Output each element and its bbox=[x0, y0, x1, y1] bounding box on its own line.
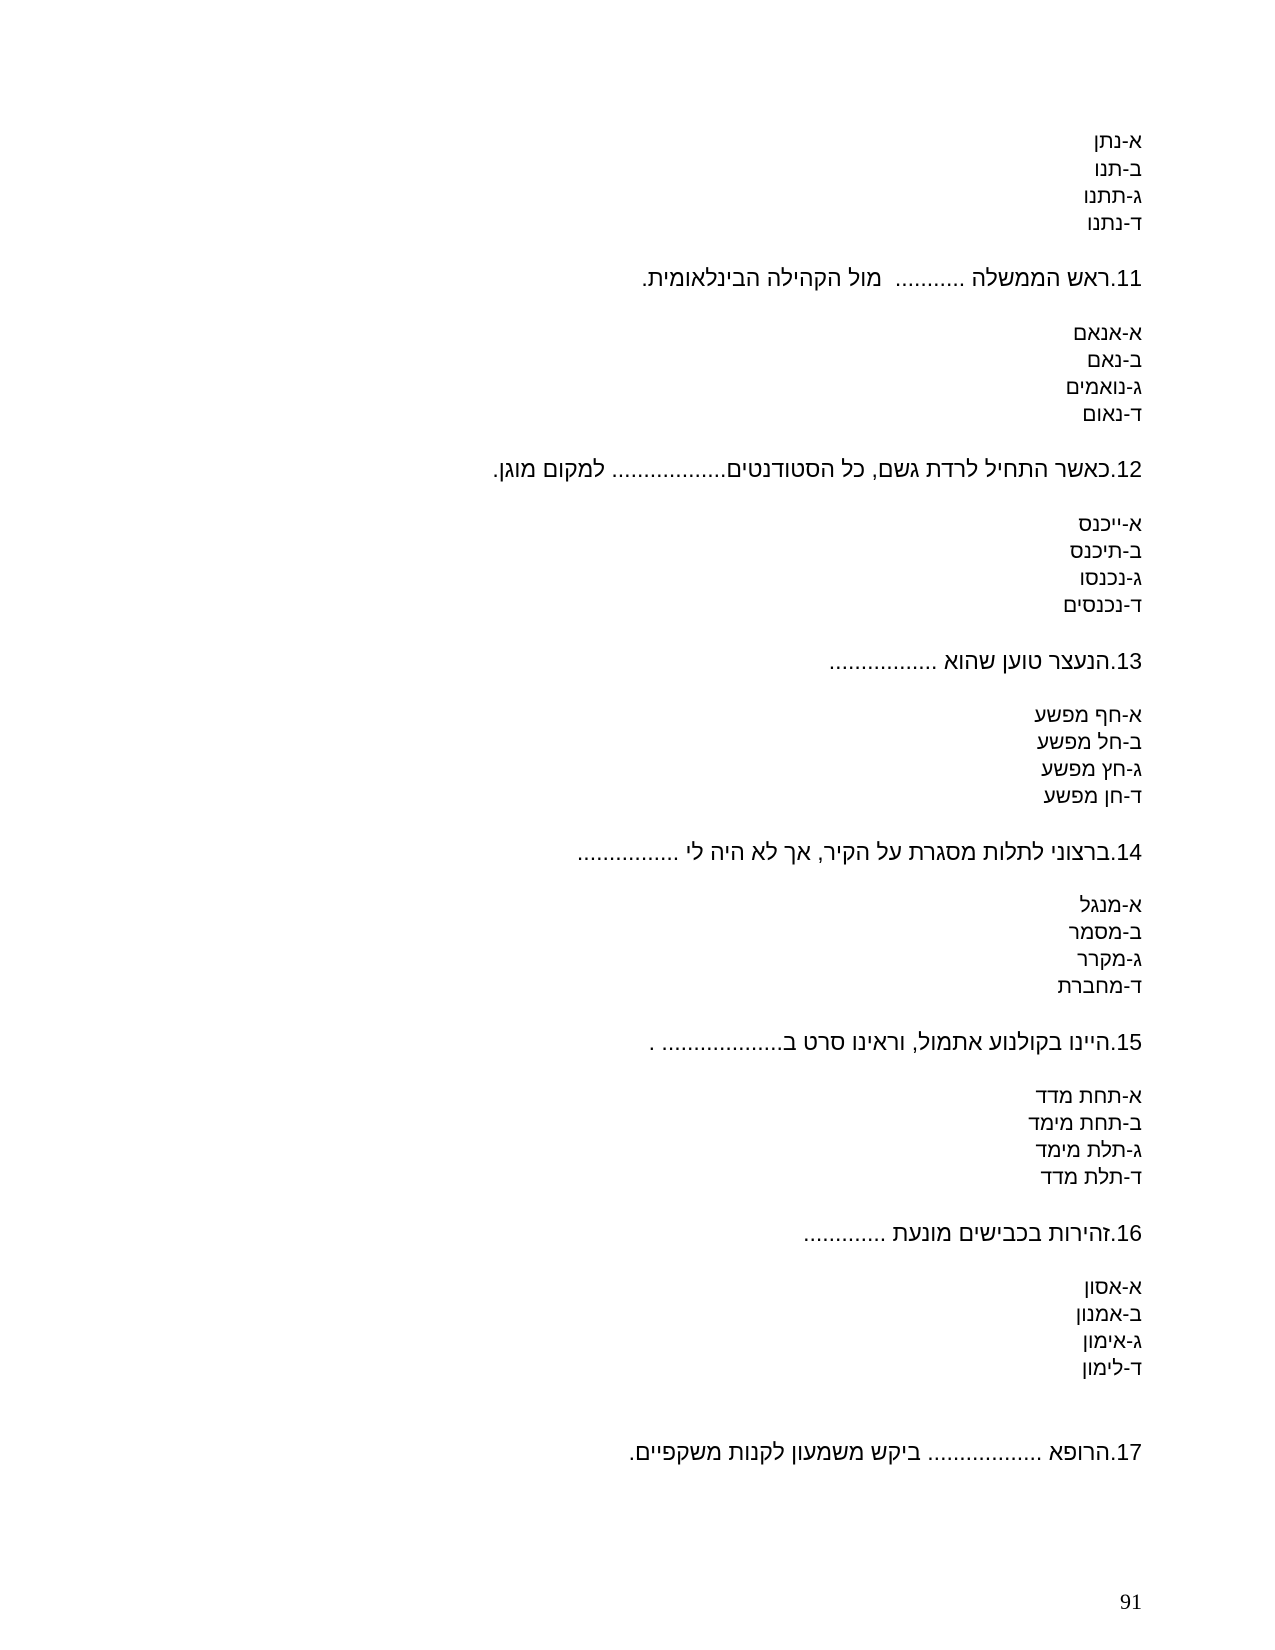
question-text: 13.הנעצר טוען שהוא ................. bbox=[828, 648, 1142, 674]
answer-option: ב-חל מפשע bbox=[1036, 731, 1142, 754]
answer-option: א-ייכנס bbox=[1078, 513, 1142, 536]
question-text: 16.זהירות בכבישים מונעת ............. bbox=[803, 1220, 1142, 1246]
answer-option: ג-אימון bbox=[1082, 1330, 1142, 1353]
page-number: 91 bbox=[1120, 1589, 1142, 1614]
answer-option: ב-תיכנס bbox=[1069, 540, 1142, 563]
question-text: 12.כאשר התחיל לרדת גשם, כל הסטודנטים.................. למקום מוגן. bbox=[492, 456, 1142, 482]
answer-option: ג-תלת מימד bbox=[1035, 1139, 1142, 1162]
answer-option: ג-נכנסו bbox=[1079, 567, 1142, 590]
answer-option: א-נתן bbox=[1093, 130, 1142, 153]
answer-option: ב-תנו bbox=[1094, 158, 1142, 181]
answer-option: ג-חץ מפשע bbox=[1041, 758, 1142, 781]
answer-option: ד-נאום bbox=[1082, 403, 1142, 426]
answer-option: ד-נכנסים bbox=[1062, 594, 1142, 617]
answer-option: ג-נואמים bbox=[1065, 376, 1142, 399]
answer-option: ג-תתנו bbox=[1083, 185, 1142, 208]
question-text: 14.ברצוני לתלות מסגרת על הקיר, אך לא היה לי ................ bbox=[576, 839, 1142, 865]
answer-option: א-תחת מדד bbox=[1035, 1085, 1142, 1108]
answer-option: ד-נתנו bbox=[1087, 212, 1142, 235]
answer-option: ד-מחברת bbox=[1057, 975, 1142, 998]
answer-option: א-אסון bbox=[1083, 1276, 1142, 1299]
answer-option: ב-אמנון bbox=[1075, 1303, 1142, 1326]
answer-option: א-אנאם bbox=[1073, 322, 1142, 345]
answer-option: א-חף מפשע bbox=[1034, 704, 1142, 727]
answer-option: ב-מסמר bbox=[1068, 921, 1142, 944]
answer-option: א-מנגל bbox=[1079, 894, 1142, 917]
question-text: 11.ראש הממשלה ........... מול הקהילה הבינלאומית. bbox=[641, 265, 1142, 291]
answer-option: ב-נאם bbox=[1086, 349, 1142, 372]
answer-option: ג-מקרר bbox=[1077, 948, 1142, 971]
answer-option: ד-תלת מדד bbox=[1040, 1166, 1142, 1189]
answer-option: ד-לימון bbox=[1081, 1357, 1142, 1380]
answer-option: ב-תחת מימד bbox=[1028, 1112, 1142, 1135]
question-text: 17.הרופא .................. ביקש משמעון לקנות משקפיים. bbox=[628, 1439, 1142, 1465]
question-text: 15.היינו בקולנוע אתמול, וראינו סרט ב................... . bbox=[648, 1029, 1142, 1055]
answer-option: ד-חן מפשע bbox=[1043, 785, 1142, 808]
